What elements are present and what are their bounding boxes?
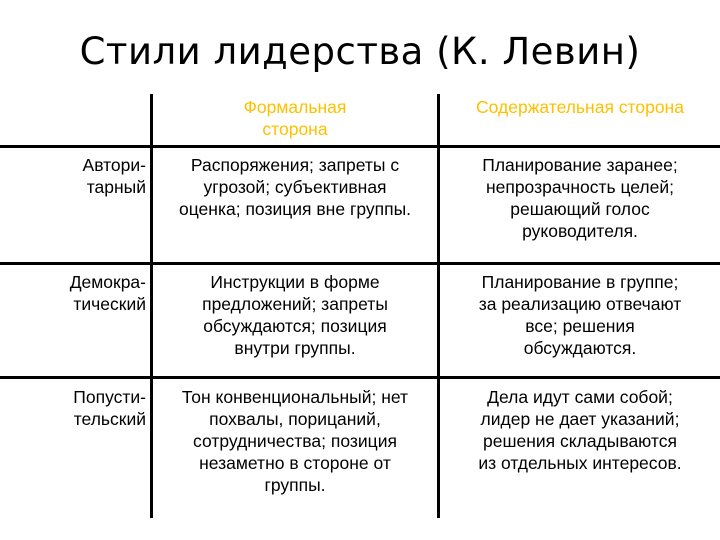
slide-title: Стили лидерства (К. Левин) [79,30,641,73]
cell-authoritarian-content: Планирование заранее; непрозрачность целей; решающий голос руководителя. [482,155,678,241]
table-header-divider [0,145,720,148]
header-formal-side: Формальная сторона [243,97,347,139]
cell-democratic-content: Планирование в группе; за реализацию отвечают все; решения обсуждаются. [478,272,682,358]
header-content-side: Содержательная сторона [476,97,684,117]
row-label-permissive: Попусти- тельский [73,387,146,429]
cell-permissive-formal: Тон конвенциональный; нет похвалы, порицаний, сотрудничества; позиция незаметно в стороне от группы. [181,387,409,495]
cell-authoritarian-formal: Распоряжения; запреты с угрозой; субъективная оценка; позиция вне группы. [178,155,412,219]
cell-democratic-formal: Инструкции в форме предложений; запреты обсуждаются; позиция внутри группы. [202,272,388,358]
table-row-divider-2 [0,376,720,379]
cell-permissive-content: Дела идут сами собой; лидер не дает указаний; решения складываются из отдельных интересов. [478,387,682,473]
row-label-democratic: Демокра- тический [69,272,146,314]
row-label-authoritarian: Автори- тарный [82,155,146,197]
table-row-divider-1 [0,262,720,265]
